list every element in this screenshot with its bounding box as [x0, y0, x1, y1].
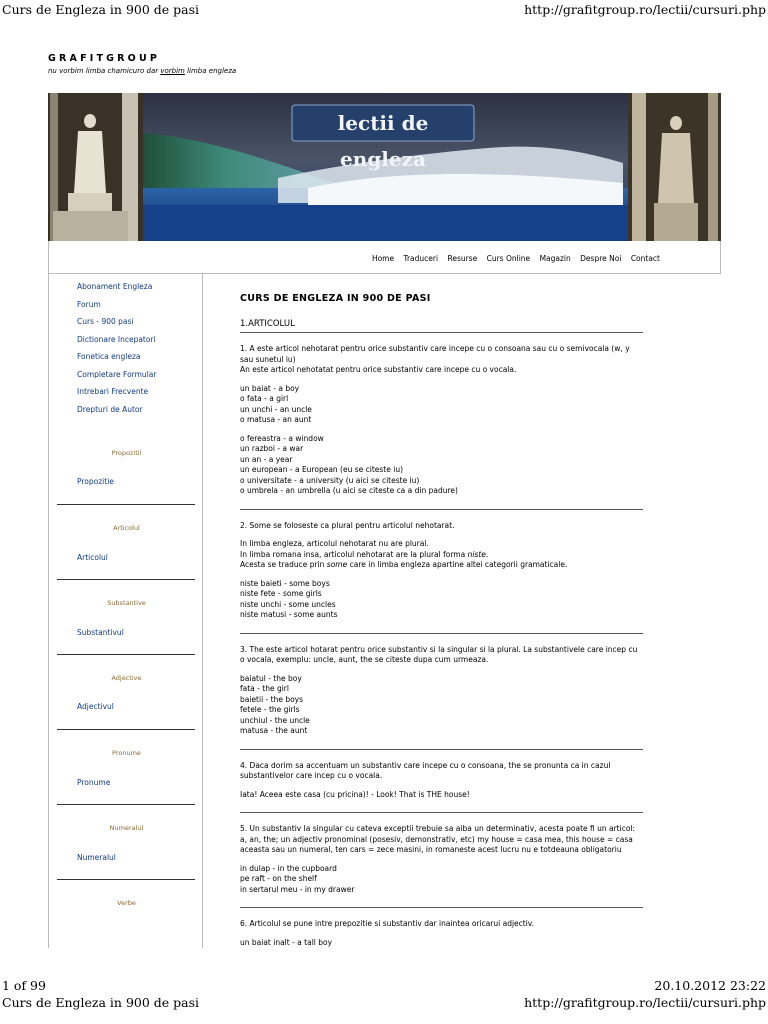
- print-header-url: http://grafitgroup.ro/lectii/cursuri.php: [524, 2, 766, 17]
- nav-contact[interactable]: Contact: [630, 254, 660, 263]
- section-divider: [240, 633, 643, 634]
- example-line: un european - a European (eu se citeste iu): [240, 465, 404, 474]
- print-header-title: Curs de Engleza in 900 de pasi: [2, 2, 200, 17]
- sidebar-link-propozitie[interactable]: Propozitie: [77, 477, 114, 486]
- sidebar-category-numeralul: Numeralul: [109, 824, 144, 832]
- example-line: un razboi - a war: [240, 444, 304, 453]
- example-line: matusa - the aunt: [240, 726, 308, 735]
- nav-traduceri[interactable]: Traduceri: [403, 254, 439, 263]
- banner-title: lectii de engleza: [337, 111, 429, 171]
- sidebar-divider: [57, 804, 195, 805]
- site-tagline: nu vorbim limba chamicuro dar vorbim limba engleza: [48, 67, 237, 75]
- print-footer-title: Curs de Engleza in 900 de pasi: [2, 995, 200, 1010]
- sidebar-divider: [57, 504, 195, 505]
- sidebar-link-formular[interactable]: Completare Formular: [77, 370, 157, 379]
- example-line: o fata - a girl: [240, 394, 289, 403]
- section-divider: [240, 907, 643, 908]
- example-line: niste fete - some girls: [240, 589, 322, 598]
- sidebar-category-pronume: Pronume: [112, 749, 141, 757]
- sidebar-category-propozitii: Propozitii: [111, 449, 142, 457]
- site-brand[interactable]: GRAFITGROUP: [48, 53, 161, 64]
- header-banner: [48, 93, 721, 241]
- sidebar-category-substantive: Substantive: [107, 599, 146, 607]
- nav-home[interactable]: Home: [371, 254, 395, 263]
- example-line: o universitate - a university (u aici se citeste iu): [240, 475, 420, 485]
- main-nav: [48, 241, 721, 274]
- sidebar-link-articolul[interactable]: Articolul: [77, 553, 108, 562]
- section-divider: [240, 509, 643, 510]
- rule-6-example: un baiat inalt - a tall boy: [240, 937, 333, 947]
- section-divider: [240, 749, 643, 750]
- nav-curs-online[interactable]: Curs Online: [486, 254, 531, 263]
- print-footer-page: 1 of 99: [2, 978, 46, 993]
- page-title: CURS DE ENGLEZA IN 900 DE PASI: [240, 293, 431, 304]
- section-divider: [240, 812, 643, 813]
- rule-4-example: Iata! Aceea este casa (cu pricina)! - Look! That is THE house!: [240, 789, 470, 799]
- example-line: pe raft - on the shelf: [240, 874, 317, 883]
- nav-magazin[interactable]: Magazin: [539, 254, 571, 263]
- sidebar-divider: [57, 654, 195, 655]
- sidebar-link-dictionare[interactable]: Dictionare Incepatori: [77, 335, 156, 344]
- example-line: baiatul - the boy: [240, 673, 302, 683]
- rule-4-text: 4. Daca dorim sa accentuam un substantiv care incepe cu o consoana, the se pronunta ca in cazul substantivelor care incep cu o vocala.: [240, 760, 611, 780]
- print-footer-url: http://grafitgroup.ro/lectii/cursuri.php: [524, 995, 766, 1010]
- rule-2-text-3: In limba romana insa, articolul nehotarat are la plural forma niste.: [240, 549, 489, 559]
- sidebar-divider: [57, 729, 195, 730]
- main-content: [240, 294, 643, 948]
- example-line: in dulap - in the cupboard: [240, 863, 337, 873]
- example-line: baietii - the boys: [240, 694, 304, 704]
- sidebar: [48, 274, 203, 948]
- rule-5-text: 5. Un substantiv la singular cu cateva exceptii trebuie sa aiba un determinativ, acesta poate fi un articol: a, an, the; un adjectiv pronominal (posesiv, demonstrativ, etc) my house = casa mea, this house = casa aceasta sau un numeral, ten cars = zece masini, in romaneste acest lucru nu e totdeauna obligatoriu: [240, 824, 636, 854]
- example-line: niste unchi - some uncles: [240, 599, 336, 609]
- rule-1-text-2: An este articol nehotatat pentru orice substantiv care incepe cu o vocala.: [240, 365, 517, 374]
- rule-1-text: 1. A este articol nehotarat pentru orice substantiv care incepe cu o consoana sau cu o semivocala (w, y sau sunetul iu): [240, 344, 630, 364]
- sidebar-link-adjectivul[interactable]: Adjectivul: [77, 702, 114, 711]
- nav-despre-noi[interactable]: Despre Noi: [580, 254, 622, 263]
- example-line: fetele - the girls: [240, 705, 300, 714]
- sidebar-link-drepturi[interactable]: Drepturi de Autor: [77, 405, 143, 414]
- rule-2-text-4: Acesta se traduce prin some care in limba engleza apartine altei categorii gramaticale.: [240, 560, 568, 569]
- print-footer-datetime: 20.10.2012 23:22: [654, 978, 766, 993]
- example-line: niste baieti - some boys: [240, 578, 330, 588]
- sidebar-link-substantivul[interactable]: Substantivul: [77, 628, 124, 637]
- sidebar-link-pronume[interactable]: Pronume: [77, 778, 111, 787]
- example-line: un unchi - an uncle: [240, 404, 312, 414]
- sidebar-divider: [57, 579, 195, 580]
- sidebar-link-abonament[interactable]: Abonament Engleza: [77, 282, 153, 291]
- example-line: un baiat - a boy: [240, 383, 300, 393]
- sidebar-link-forum[interactable]: Forum: [77, 300, 101, 309]
- sidebar-category-articolul: Articolul: [113, 524, 140, 532]
- nav-resurse[interactable]: Resurse: [447, 254, 478, 263]
- example-line: niste matusi - some aunts: [240, 610, 338, 619]
- sidebar-category-adjective: Adjective: [111, 674, 142, 682]
- section-heading: 1.ARTICOLUL: [240, 319, 643, 334]
- example-line: un an - a year: [240, 454, 293, 464]
- rule-6-text: 6. Articolul se pune intre prepozitie si substantiv dar inaintea oricarui adjectiv.: [240, 919, 535, 928]
- sidebar-link-curs[interactable]: Curs - 900 pasi: [77, 317, 134, 326]
- sidebar-category-verbe: Verbe: [117, 899, 136, 907]
- example-line: o fereastra - a window: [240, 433, 324, 443]
- rule-2-text-2: In limba engleza, articolul nehotarat nu are plural.: [240, 539, 429, 548]
- rule-3-text: 3. The este articol hotarat pentru orice substantiv si la singular si la plural. La substantivele care incep cu o vocala, exemplu: uncle, aunt, the se citeste dupa cum urmeaza.: [240, 644, 638, 664]
- sidebar-link-fonetica[interactable]: Fonetica engleza: [77, 352, 141, 361]
- example-line: fata - the girl: [240, 684, 289, 693]
- sidebar-link-intrebari[interactable]: Intrebari Frecvente: [77, 387, 149, 396]
- example-line: in sertarul meu - in my drawer: [240, 884, 355, 894]
- rule-2-text: 2. Some se foloseste ca plural pentru articolul nehotarat.: [240, 520, 455, 530]
- example-line: o umbrela - an umbrella (u aici se citeste ca a din padure): [240, 486, 458, 495]
- sidebar-divider: [57, 879, 195, 880]
- sidebar-link-numeralul[interactable]: Numeralul: [77, 853, 116, 862]
- tagline-link[interactable]: vorbim: [160, 67, 185, 75]
- example-line: o matusa - an aunt: [240, 415, 312, 424]
- example-line: unchiul - the uncle: [240, 715, 310, 725]
